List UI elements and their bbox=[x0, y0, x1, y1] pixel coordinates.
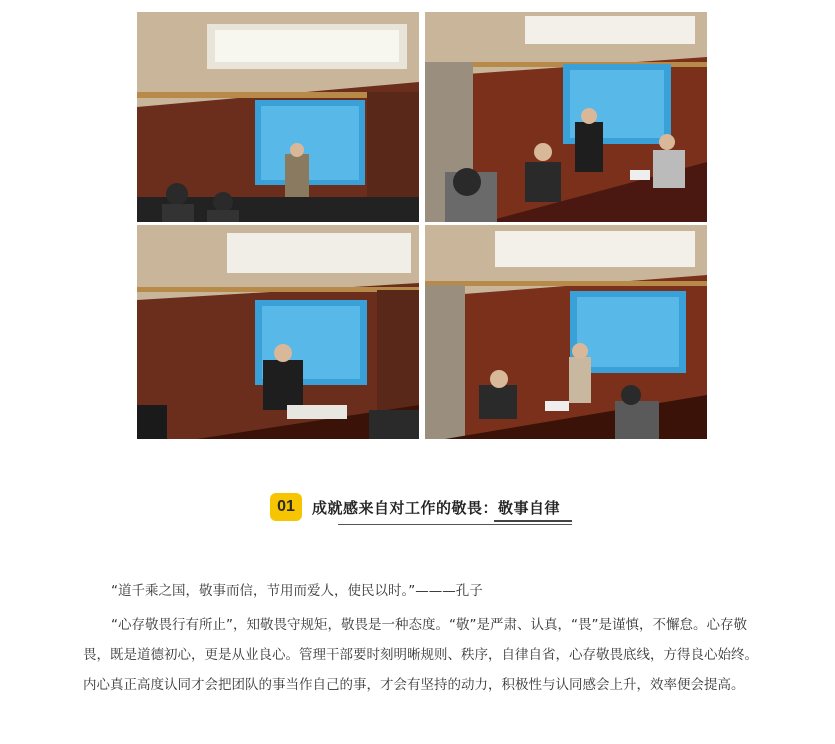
meeting-photo-1 bbox=[137, 12, 419, 222]
section-title: 成就感来自对工作的敬畏：敬事自律 bbox=[312, 498, 561, 517]
body-paragraph: “心存敬畏行有所止”，知敬畏守规矩，敬畏是一种态度。“敬”是严肃、认真，“畏”是谨慎，不懈怠。心存敬畏，既是道德初心，更是从业良心。管理干部要时刻明晰规则、秩序，自律自省，心存敬畏底线，方得良心始终。内心真正高度认同才会把团队的事当作自己的事，才会有坚持的动力，积极性与认同感会上升，效率便会提高。 bbox=[83, 617, 758, 693]
heading-underline bbox=[338, 524, 572, 525]
photo-grid bbox=[137, 12, 707, 439]
quote-paragraph: “道千乘之国，敬事而信，节用而爱人，使民以时。”———孔子 bbox=[111, 583, 483, 599]
meeting-photo-4 bbox=[425, 225, 707, 439]
heading-underline-accent bbox=[494, 520, 572, 522]
section-number-badge: 01 bbox=[270, 493, 302, 521]
meeting-photo-2 bbox=[425, 12, 707, 222]
section-heading bbox=[270, 492, 560, 522]
meeting-photo-3 bbox=[137, 225, 419, 439]
